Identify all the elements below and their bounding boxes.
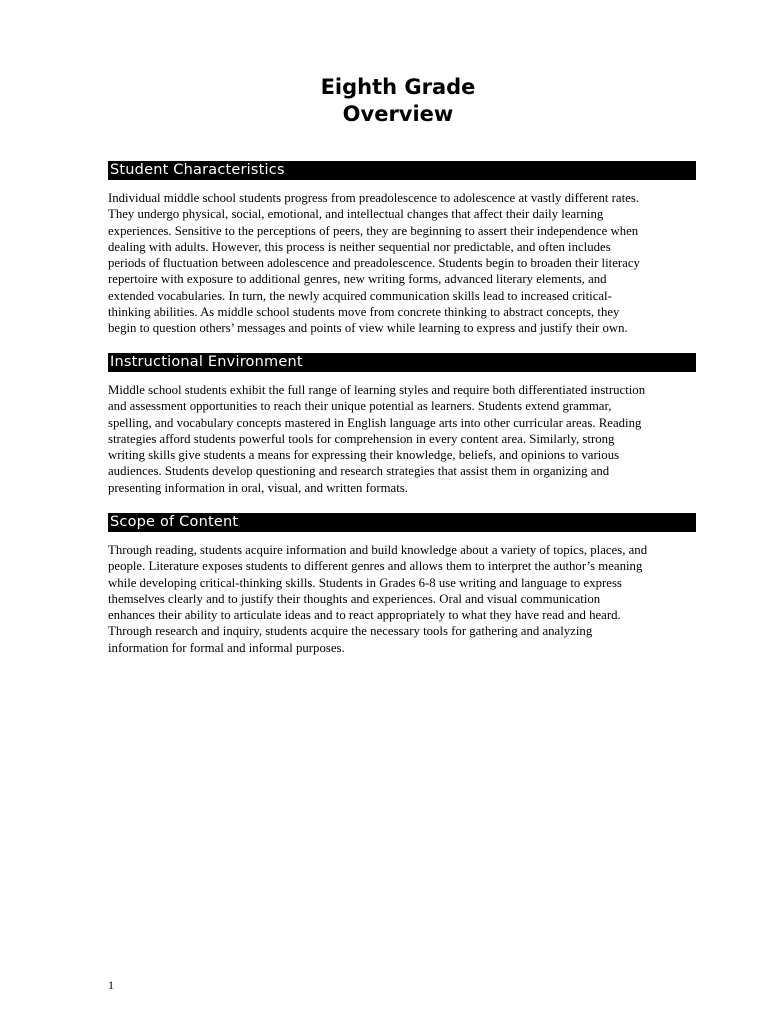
paragraph-line: dealing with adults. However, this process is neither sequential nor predictable, and often includes — [108, 239, 611, 254]
paragraph-line: themselves clearly and to justify their thoughts and experiences. Oral and visual communication — [108, 591, 601, 606]
paragraph-line: writing skills give students a means for expressing their knowledge, beliefs, and opinions to various — [108, 448, 620, 463]
document-title — [0, 74, 768, 128]
section-heading: Scope of Content — [108, 513, 696, 532]
paragraph-line: people. Literature exposes students to different genres and allows them to interpret the author’s meaning — [108, 559, 643, 574]
paragraph-line: Middle school students exhibit the full range of learning styles and require both differentiated instruction — [108, 383, 646, 397]
section-paragraph — [108, 382, 696, 496]
title-line-2: Overview — [342, 102, 454, 126]
paragraph-line: audiences. Students develop questioning and research strategies that assist them in organizing and — [108, 464, 610, 479]
section-scope-of-content — [108, 513, 696, 656]
paragraph-line: begin to question others’ messages and points of view while learning to express and justify their own. — [108, 321, 628, 336]
paragraph-line: and assessment opportunities to reach their unique potential as learners. Students extend grammar, — [108, 399, 612, 414]
section-paragraph — [108, 542, 696, 656]
paragraph-line: enhances their ability to articulate ideas and to react appropriately to what they have read and heard. — [108, 608, 621, 623]
paragraph-line: spelling, and vocabulary concepts mastered in English language arts into other curricular areas. Reading — [108, 415, 642, 430]
paragraph-line: thinking abilities. As middle school students move from concrete thinking to abstract concepts, they — [108, 305, 620, 320]
title-line-1: Eighth Grade — [320, 75, 476, 99]
page-number: 1 — [108, 978, 114, 992]
paragraph-line: strategies afford students powerful tools for comprehension in every content area. Similarly, strong — [108, 431, 615, 446]
paragraph-line: They undergo physical, social, emotional, and intellectual changes that affect their daily learning — [108, 207, 604, 222]
paragraph-line: information for formal and informal purposes. — [108, 640, 345, 655]
paragraph-line: Individual middle school students progress from preadolescence to adolescence at vastly different rates. — [108, 191, 640, 205]
paragraph-line: periods of fluctuation between adolescence and preadolescence. Students begin to broaden their literacy — [108, 256, 640, 271]
paragraph-line: experiences. Sensitive to the perceptions of peers, they are beginning to assert their independence when — [108, 223, 639, 238]
paragraph-line: while developing critical-thinking skills. Students in Grades 6-8 use writing and language to express — [108, 575, 622, 590]
section-paragraph — [108, 190, 696, 337]
section-heading: Student Characteristics — [108, 161, 696, 180]
paragraph-line: extended vocabularies. In turn, the newly acquired communication skills lead to increased critical- — [108, 288, 612, 303]
section-instructional-environment — [108, 353, 696, 496]
section-heading: Instructional Environment — [108, 353, 696, 372]
paragraph-line: repertoire with exposure to additional genres, new writing forms, advanced literary elements, and — [108, 272, 607, 287]
paragraph-line: presenting information in oral, visual, and written formats. — [108, 480, 408, 495]
paragraph-line: Through reading, students acquire information and build knowledge about a variety of topics, places, and — [108, 543, 648, 557]
section-student-characteristics — [108, 161, 696, 337]
paragraph-line: Through research and inquiry, students acquire the necessary tools for gathering and analyzing — [108, 624, 593, 639]
